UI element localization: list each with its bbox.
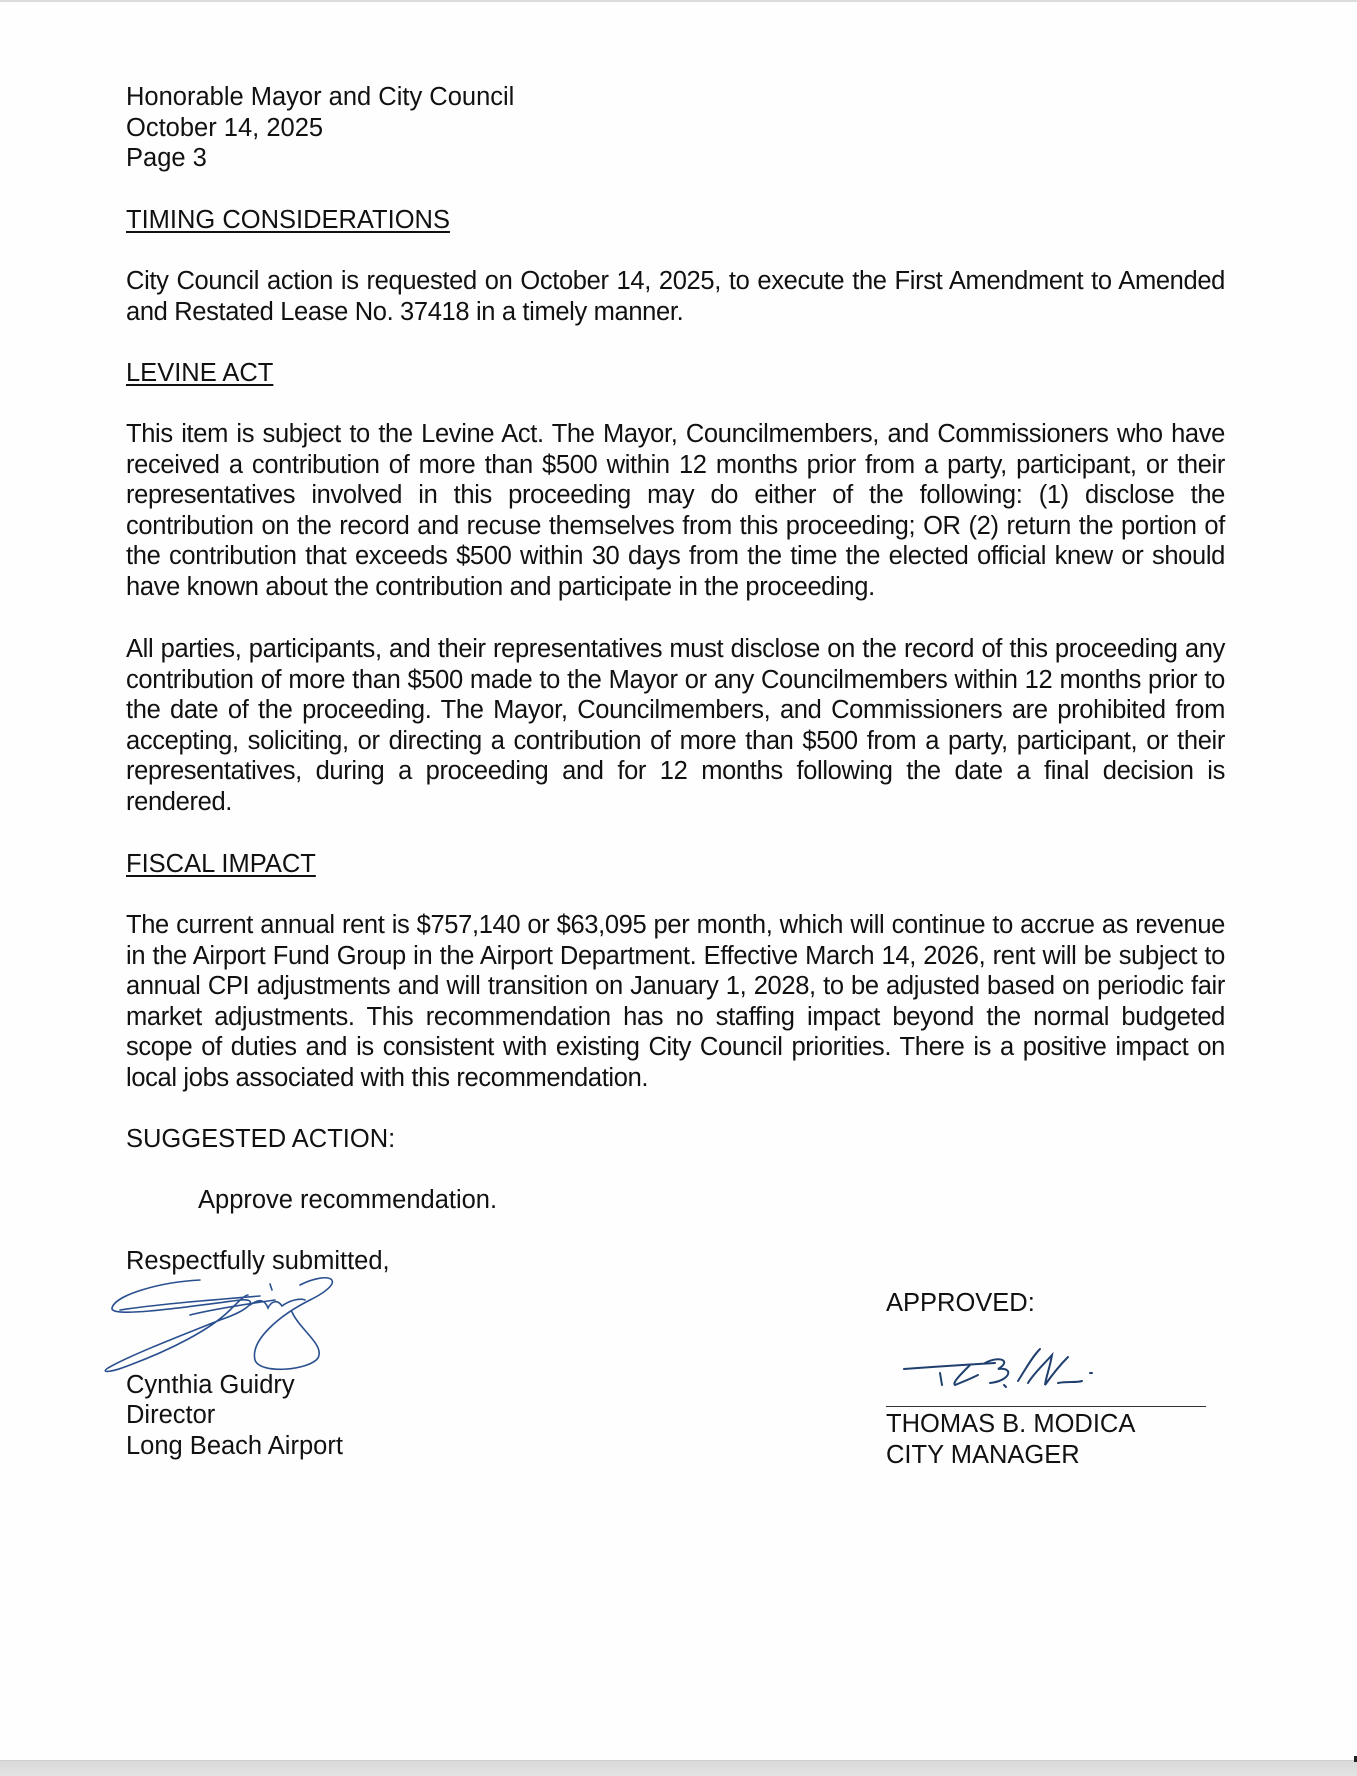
bottom-scrollbar[interactable] xyxy=(0,1760,1357,1776)
timing-body: City Council action is requested on October 14, 2025, to execute the First Amendment to Amended and Restated Lease No. 37418 in a timely manner. xyxy=(126,267,1225,326)
approver-title: CITY MANAGER xyxy=(886,1441,1080,1469)
signature-thomas-modica xyxy=(900,1345,1140,1405)
letter-date: October 14, 2025 xyxy=(126,113,324,142)
approver-name: THOMAS B. MODICA xyxy=(886,1410,1136,1438)
letter-header xyxy=(126,82,1226,174)
fiscal-body: The current annual rent is $757,140 or $63,095 per month, which will continue to accrue as revenue in the Airport Fund Group in the Airport Department. Effective March 14, 2026, rent will be subject to annual CPI adjustments and will transition on January 1, 2028, to be adjusted based on periodic fair market adjustments. This recommendation has no staffing impact beyond the normal budgeted scope of duties and is consistent with existing City Council priorities. There is a positive impact on local jobs associated with this recommendation. xyxy=(126,911,1225,1092)
suggested-action-heading: SUGGESTED ACTION: xyxy=(126,1125,396,1153)
submitter-title: Director xyxy=(126,1401,216,1429)
approved-label: APPROVED: xyxy=(886,1289,1035,1317)
levine-heading: LEVINE ACT xyxy=(126,359,274,387)
levine-body-1: This item is subject to the Levine Act. The Mayor, Councilmembers, and Commissioners who have received a contribution of more than $500 within 12 months prior from a party, participant, or their representatives involved in this proceeding may do either of the following: (1) disclose the contribution on the record and recuse themselves from this proceeding; OR (2) return the portion of the contribution that exceeds $500 within 30 days from the time the elected official knew or should have known about the contribution and participate in the proceeding. xyxy=(126,420,1225,601)
signature-line xyxy=(886,1406,1206,1407)
top-border xyxy=(0,0,1357,2)
levine-body-2: All parties, participants, and their representatives must disclose on the record of this proceeding any contribution of more than $500 made to the Mayor or any Councilmembers within 12 months prior to the date of the proceeding. The Mayor, Councilmembers, and Commissioners are prohibited from accepting, soliciting, or directing a contribution of more than $500 from a party, participant, or their representatives, during a proceeding and for 12 months following the date a final decision is rendered. xyxy=(126,635,1225,816)
submitter-name: Cynthia Guidry xyxy=(126,1371,295,1399)
closing-salutation: Respectfully submitted, xyxy=(126,1247,390,1275)
fiscal-heading: FISCAL IMPACT xyxy=(126,850,316,878)
suggested-action: Approve recommendation. xyxy=(198,1186,498,1214)
recipient: Honorable Mayor and City Council xyxy=(126,83,515,111)
submitter-org: Long Beach Airport xyxy=(126,1432,343,1460)
page-number: Page 3 xyxy=(126,144,207,173)
timing-heading: TIMING CONSIDERATIONS xyxy=(126,206,450,234)
